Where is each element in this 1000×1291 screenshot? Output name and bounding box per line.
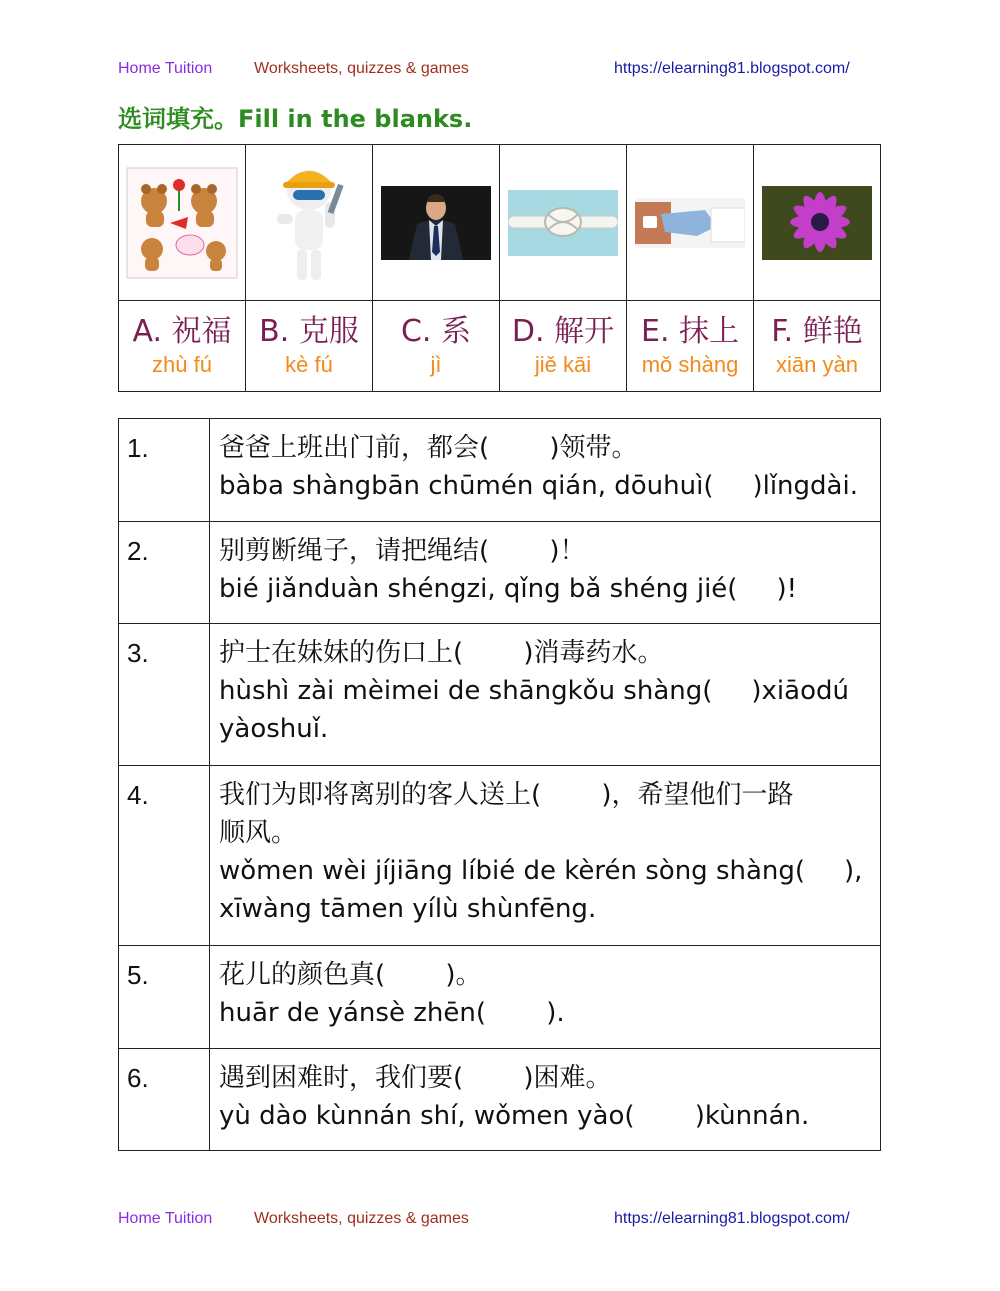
question-row — [119, 1049, 881, 1151]
question-pinyin: yù dào kùnnán shí, wǒmen yào( )kùnnán. — [219, 1101, 810, 1131]
rope-knot-image — [508, 190, 618, 256]
question-chinese: 别剪断绳子，请把绳结( )！ — [219, 536, 586, 566]
option-word: E. 抹上 — [640, 314, 740, 349]
question-chinese: 遇到困难时，我们要( )困难。 — [219, 1063, 612, 1093]
option-f-cell — [754, 301, 881, 392]
option-word: C. 系 — [400, 314, 472, 349]
option-b-cell — [246, 301, 373, 392]
questions-table — [118, 418, 881, 1151]
question-pinyin-cont: yàoshuǐ. — [219, 714, 329, 744]
option-pinyin: kè fú — [285, 352, 333, 377]
question-row — [119, 946, 881, 1049]
question-pinyin: huār de yánsè zhēn( ). — [219, 998, 565, 1028]
option-pinyin: mǒ shàng — [641, 352, 739, 377]
option-f-picture-cell — [754, 145, 881, 301]
question-chinese: 我们为即将离别的客人送上( )，希望他们一路 — [219, 780, 794, 810]
worksheets-label: Worksheets, quizzes & games — [254, 60, 469, 77]
question-pinyin: bié jiǎnduàn shéngzi, qǐng bǎ shéng jié( )! — [219, 574, 798, 604]
question-pinyin: hùshì zài mèimei de shāngkǒu shàng( )xiāodú — [219, 676, 849, 706]
option-e-picture-cell — [627, 145, 754, 301]
greeting-card-bears-image — [126, 167, 238, 279]
option-d-cell — [500, 301, 627, 392]
man-tying-necktie-image — [381, 186, 491, 260]
option-word: D. 解开 — [511, 314, 615, 349]
question-chinese: 护士在妹妹的伤口上( )消毒药水。 — [219, 638, 664, 668]
question-number: 1. — [119, 419, 210, 522]
worksheets-label: Worksheets, quizzes & games — [254, 1210, 469, 1227]
question-number: 4. — [119, 766, 210, 946]
site-url-link[interactable]: https://elearning81.blogspot.com/ — [614, 1210, 850, 1227]
page-title: 选词填充。Fill in the blanks. — [118, 105, 473, 133]
option-word: A. 祝福 — [132, 314, 232, 349]
option-c-cell — [373, 301, 500, 392]
purple-flower-image — [762, 186, 872, 260]
question-number: 2. — [119, 522, 210, 624]
home-tuition-label: Home Tuition — [118, 1210, 213, 1227]
option-word: B. 克服 — [259, 314, 359, 349]
question-number: 5. — [119, 946, 210, 1049]
question-pinyin-cont: xīwàng tāmen yílù shùnfēng. — [219, 894, 597, 924]
site-url-link[interactable]: https://elearning81.blogspot.com/ — [614, 60, 850, 77]
question-row — [119, 624, 881, 766]
question-pinyin: wǒmen wèi jíjiāng líbié de kèrén sòng shàng( ), — [219, 856, 863, 886]
option-pinyin: jì — [430, 352, 442, 377]
question-chinese: 爸爸上班出门前，都会( )领带。 — [219, 433, 638, 463]
option-word: F. 鲜艳 — [771, 314, 863, 349]
option-b-picture-cell — [246, 145, 373, 301]
question-row — [119, 522, 881, 624]
top-header — [0, 60, 1000, 84]
question-row — [119, 419, 881, 522]
bottom-footer — [0, 1210, 1000, 1234]
home-tuition-label: Home Tuition — [118, 60, 213, 77]
worker-with-wrench-image — [259, 158, 359, 288]
gloved-hand-applying-image — [635, 198, 745, 248]
option-pinyin: xiān yàn — [776, 352, 858, 377]
option-pinyin: jiě kāi — [534, 352, 592, 377]
question-chinese: 花儿的颜色真( )。 — [219, 960, 482, 990]
question-row — [119, 766, 881, 946]
question-number: 6. — [119, 1049, 210, 1151]
question-pinyin: bàba shàngbān chūmén qián, dōuhuì( )lǐngdài. — [219, 471, 858, 501]
option-c-picture-cell — [373, 145, 500, 301]
option-a-picture-cell — [119, 145, 246, 301]
question-chinese-cont: 顺风。 — [219, 818, 298, 848]
question-number: 3. — [119, 624, 210, 766]
option-e-cell — [627, 301, 754, 392]
option-pinyin: zhù fú — [152, 352, 212, 377]
word-options-table — [118, 144, 881, 392]
option-d-picture-cell — [500, 145, 627, 301]
option-a-cell — [119, 301, 246, 392]
